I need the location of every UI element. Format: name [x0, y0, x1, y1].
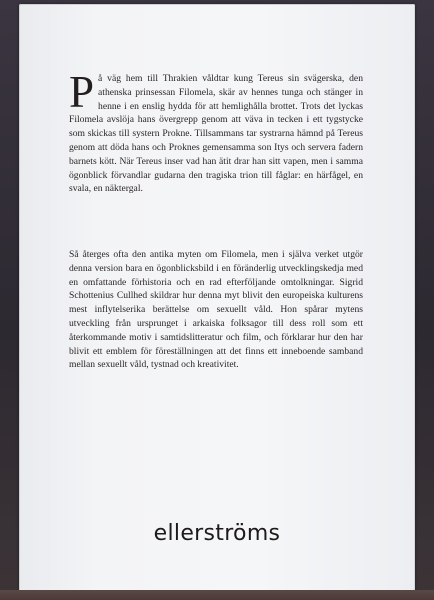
synopsis-paragraph-1: [69, 67, 363, 196]
publisher-logo: ellerströms: [153, 521, 281, 546]
floor-surface: [0, 590, 434, 600]
synopsis-paragraph-1-text: å väg hem till Thrakien våldtar kung Tereus sin svägerska, den athenska prinsessan Filomela, skär av hennes tunga och stänger in henne i en enslig hydda för att hemlighålla brottet. Trots det lyckas Filomela avslöja hans övergrepp genom att väva in tecken i ett tygstycke som skickas till systern Prokne. Tillsammans tar systrarna hämnd på Tereus genom att döda hans och Proknes gemensamma son Itys och servera fadern barnets kött. När Tereus inser vad han ätit drar han sitt vapen, men i samma ögonblick förvandlar gudarna den tragiska trion till fåglar: en härfågel, en svala, en näktergal.: [69, 73, 363, 195]
synopsis-paragraph-2: Så återges ofta den antika myten om Filomela, men i själva verket utgör denna version bara en ögonblicksbild i en föränderlig utvecklingskedja med en omfattande förhistoria och en rad efterföljande omtolkningar. Sigrid Schottenius Cullhed skildrar hur denna myt blivit den europeiska kulturens mest inflytelserika berättelse om sexuellt våld. Hon spårar mytens utveckling från ursprunget i arkaiska folksagor till dess roll som ett återkommande motiv i samtidslitteratur och film, och förklarar hur den har blivit ett emblem för föreställningen att det finns ett inneboende samband mellan sexuellt våld, tystnad och kreativitet.: [69, 249, 363, 371]
drop-cap: P: [69, 67, 95, 117]
